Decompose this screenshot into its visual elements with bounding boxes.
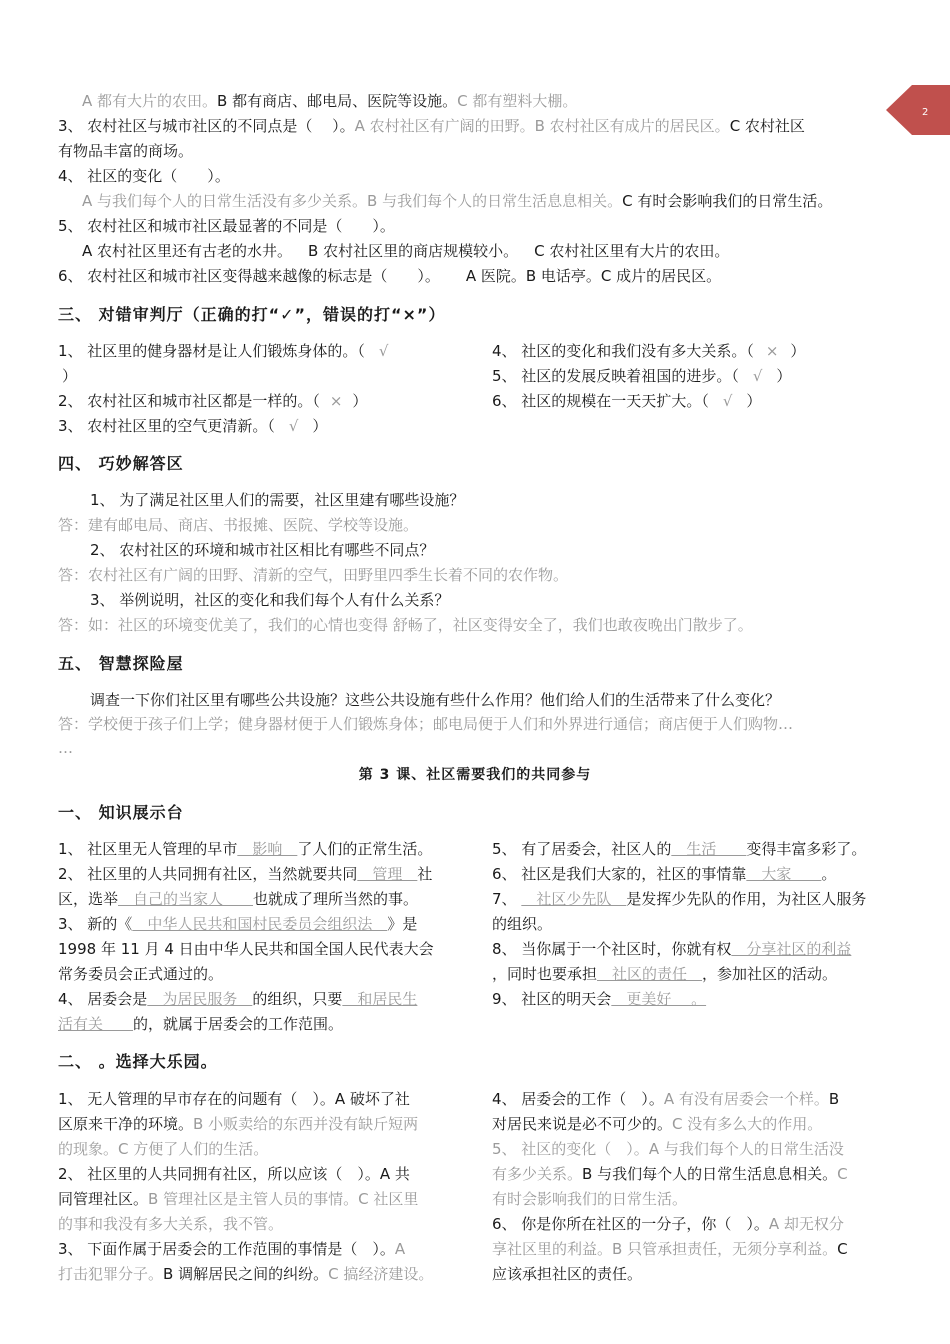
judge-item-1: 1、 社区里的健身器材是让人们锻炼身体的。（ √	[58, 342, 389, 360]
fill-item-2-wrap: 区，选举 自己的当家人 也就成了理所当然的事。	[58, 890, 419, 908]
choice-line	[492, 1189, 687, 1209]
section-4-heading: 四、 巧妙解答区	[58, 454, 184, 473]
answer-question-3: 3、 举例说明，社区的变化和我们每个人有什么关系？	[90, 591, 450, 609]
question-4: 4、 社区的变化（ ）。	[58, 167, 230, 185]
answer-question-2: 2、 农村社区的环境和城市社区相比有哪些不同点？	[90, 541, 435, 559]
choice-line	[58, 1164, 410, 1184]
choice-line	[492, 1114, 822, 1134]
answer-1: 答：建有邮电局、商店、书报摊、医院、学校等设施。	[58, 516, 419, 534]
choice-text: 同管理社区。	[58, 1190, 149, 1208]
question-4-options: A 与我们每个人的日常生活没有多少关系。B 与我们每个人的日常生活息息相关。C 有时会影响我们的日常生活。	[82, 192, 833, 210]
question-3: 3、 农村社区与城市社区的不同点是（ ）。A 农村社区有广阔的田野。B 农村社区有成片的居民区。C 农村社区	[58, 117, 805, 135]
choice-text: 的现象。C 方便了人们的生活。	[58, 1140, 269, 1158]
choice-text: B 管理社区是主管人员的事情。	[148, 1190, 359, 1208]
answer-3: 答：如：社区的环境变优美了，我们的心情也变得 舒畅了，社区变得安全了，我们也敢夜晚出门散步了。	[58, 616, 753, 634]
fill-item-4: 4、 居委会是 为居民服务 的组织，只要 和居民生	[58, 990, 418, 1008]
fill-item-3-wrap-2: 常务委员会正式通过的。	[58, 965, 224, 983]
choice-line	[58, 1114, 418, 1134]
fill-item-3-wrap: 1998 年 11 月 4 日由中华人民共和国全国人民代表大会	[58, 940, 434, 958]
choice-text: B 只管承担责任，无须分享利益。	[612, 1240, 838, 1258]
choice-text: B	[828, 1090, 840, 1108]
judge-item-4: 4、 社区的变化和我们没有多大关系。（ × ）	[492, 342, 806, 360]
answer-question-1: 1、 为了满足社区里人们的需要，社区里建有哪些设施？	[90, 491, 465, 509]
choice-text: A 破坏了社	[334, 1090, 410, 1108]
fill-item-4-wrap: 活有关 的，就属于居委会的工作范围。	[58, 1015, 344, 1033]
answer-2: 答：农村社区有广阔的田野、清新的空气，田野里四季生长着不同的农作物。	[58, 566, 569, 584]
choice-line	[58, 1089, 410, 1109]
choice-text: 的事和我没有多大关系，我不管。	[58, 1215, 284, 1233]
choice-line	[492, 1089, 839, 1109]
choice-line	[492, 1239, 848, 1259]
judge-item-1-wrap: ）	[62, 367, 78, 385]
choice-text: 3、 下面作属于居委会的工作范围的事情是（ ）。	[58, 1240, 395, 1258]
choice-text: C	[837, 1240, 848, 1258]
section-3-heading: 三、 对错审判厅（正确的打“✓”，错误的打“×”）	[58, 305, 446, 324]
fill-item-5: 5、 有了居委会，社区人的 生活 变得丰富多彩了。	[492, 840, 867, 858]
choice-text: 6、 你是你所在社区的一分子，你（ ）。	[492, 1215, 769, 1233]
judge-item-2: 2、 农村社区和城市社区都是一样的。（ × ）	[58, 392, 368, 410]
choice-line	[58, 1189, 418, 1209]
fill-item-3: 3、 新的《 中华人民共和国村民委员会组织法 》是	[58, 915, 418, 933]
question-5: 5、 农村社区和城市社区最显著的不同是（ ）。	[58, 217, 395, 235]
choice-text: C 搞经济建设。	[328, 1265, 434, 1283]
question-6: 6、 农村社区和城市社区变得越来越像的标志是（ ）。 A 医院。B 电话亭。C 成片的居民区。	[58, 267, 722, 285]
lesson-title: 第 3 课、社区需要我们的共同参与	[358, 767, 592, 783]
lesson3-section-1-heading: 一、 知识展示台	[58, 803, 184, 822]
choice-text: C	[837, 1165, 848, 1183]
choice-text: 应该承担社区的责任。	[492, 1265, 643, 1283]
fill-item-2: 2、 社区里的人共同拥有社区，当然就要共同 管理 社	[58, 865, 433, 883]
question-3-wrap: 有物品丰富的商场。	[58, 142, 194, 160]
page-number-badge	[886, 85, 950, 135]
choice-text: 5、 社区的变化（ ）。	[492, 1140, 649, 1158]
choice-line	[58, 1264, 433, 1284]
judge-item-5: 5、 社区的发展反映着祖国的进步。（ √ ）	[492, 367, 792, 385]
choice-line	[492, 1214, 844, 1234]
q2-options: A 都有大片的农田。B 都有商店、邮电局、医院等设施。C 都有塑料大棚。	[82, 92, 578, 110]
fill-item-7-wrap: 的组织。	[492, 915, 553, 933]
explore-answer-wrap: …	[58, 739, 73, 757]
choice-text: C 没有多么大的作用。	[672, 1115, 823, 1133]
choice-text: 打击犯罪分子。	[58, 1265, 164, 1283]
choice-text: B 调解居民之间的纠纷。	[163, 1265, 329, 1283]
choice-text: B 与我们每个人的日常生活息息相关。	[582, 1165, 838, 1183]
fill-item-8-wrap: ，同时也要承担 社区的责任 ，参加社区的活动。	[492, 965, 838, 983]
choice-line	[492, 1264, 642, 1284]
judge-item-6: 6、 社区的规模在一天天扩大。（ √ ）	[492, 392, 762, 410]
fill-item-8: 8、 当你属于一个社区时，你就有权 分享社区的利益	[492, 940, 852, 958]
choice-line	[492, 1164, 848, 1184]
choice-line	[492, 1139, 844, 1159]
choice-text: C 社区里	[358, 1190, 419, 1208]
choice-text: A 却无权分	[768, 1215, 844, 1233]
choice-line	[58, 1214, 283, 1234]
choice-text: 有多少关系。	[492, 1165, 583, 1183]
fill-item-7: 7、 社区少先队 是发挥少先队的作用，为社区人服务	[492, 890, 867, 908]
choice-text: A	[394, 1240, 406, 1258]
lesson3-section-2-heading: 二、 。选择大乐园。	[58, 1052, 218, 1071]
choice-text: 区原来干净的环境。	[58, 1115, 194, 1133]
choice-line	[58, 1139, 268, 1159]
choice-text: 1、 无人管理的早市存在的问题有（ ）。	[58, 1090, 335, 1108]
question-5-options: A 农村社区里还有古老的水井。 B 农村社区里的商店规模较小。 C 农村社区里有大片的农田。	[82, 242, 730, 260]
fill-item-1: 1、 社区里无人管理的早市 影响 了人们的正常生活。	[58, 840, 433, 858]
choice-text: A 有没有居委会一个样。	[663, 1090, 829, 1108]
fill-item-9: 9、 社区的明天会 更美好 。	[492, 990, 707, 1008]
explore-question: 调查一下你们社区里有哪些公共设施？这些公共设施有些什么作用？他们给人们的生活带来了什么变化？	[90, 691, 781, 709]
choice-text: 有时会影响我们的日常生活。	[492, 1190, 688, 1208]
fill-item-6: 6、 社区是我们大家的，社区的事情靠 大家 。	[492, 865, 837, 883]
explore-answer: 答：学校便于孩子们上学；健身器材便于人们锻炼身体；邮电局便于人们和外界进行通信；商店便于人们购物…	[58, 715, 794, 733]
page-number: 2	[922, 107, 929, 118]
choice-line	[58, 1239, 405, 1259]
choice-text: 2、 社区里的人共同拥有社区，所以应该（ ）。	[58, 1165, 380, 1183]
choice-text: 对居民来说是必不可少的。	[492, 1115, 673, 1133]
choice-text: B 小贩卖给的东西并没有缺斤短两	[193, 1115, 419, 1133]
choice-text: A 与我们每个人的日常生活没	[648, 1140, 844, 1158]
choice-text: 4、 居委会的工作（ ）。	[492, 1090, 664, 1108]
choice-text: 享社区里的利益。	[492, 1240, 613, 1258]
judge-item-3: 3、 农村社区里的空气更清新。（ √ ）	[58, 417, 328, 435]
choice-text: A 共	[379, 1165, 410, 1183]
section-5-heading: 五、 智慧探险屋	[58, 654, 184, 673]
